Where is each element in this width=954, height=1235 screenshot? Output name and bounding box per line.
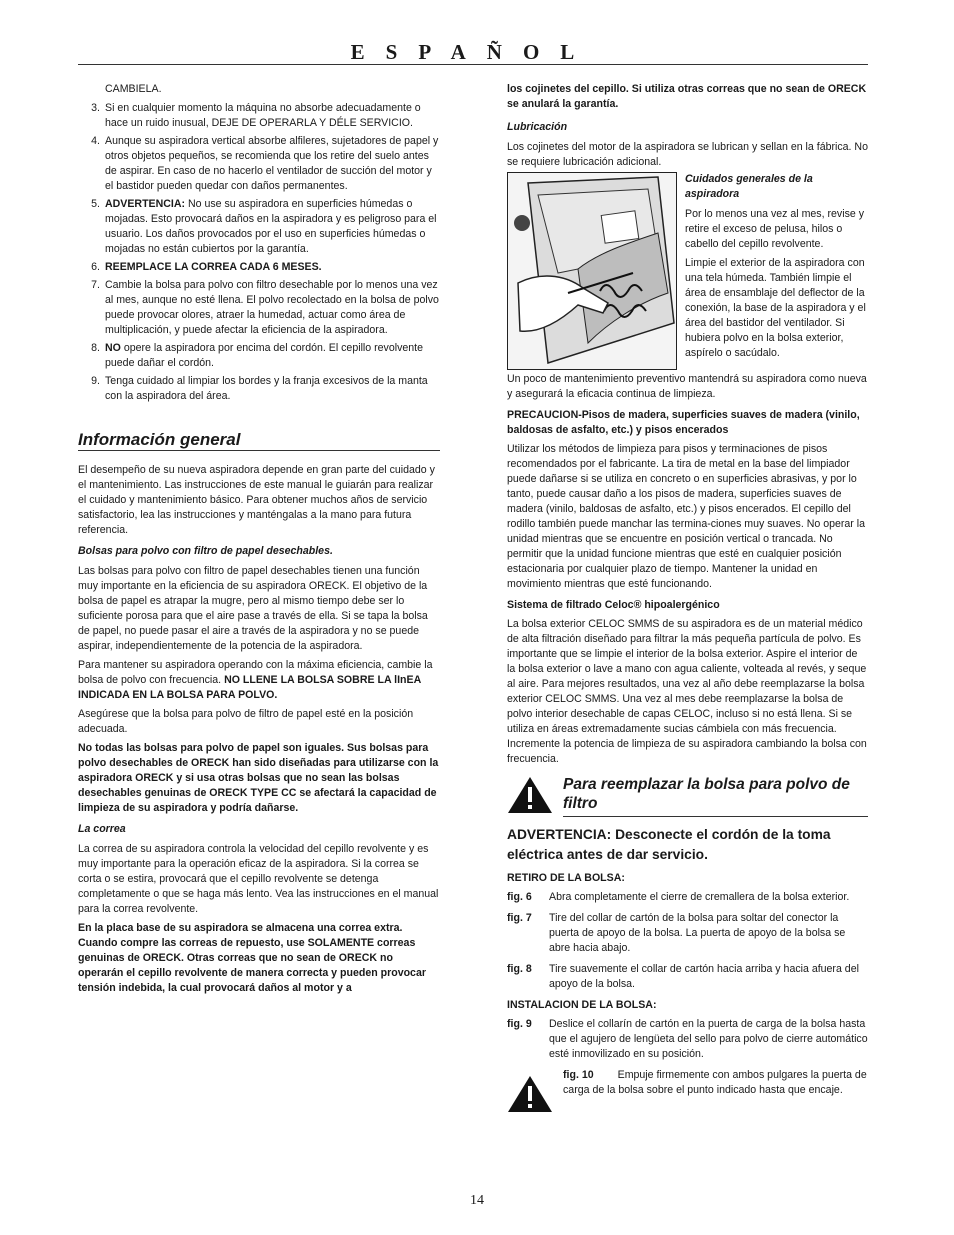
fig-instruction: fig. 7 Tire del collar de cartón de la bolsa para soltar del conector la puerta de apoyo de la bolsa. La puerta de apoyo de la bolsa se abre hacia abajo.	[507, 912, 846, 954]
cuidados-paragraph: Un poco de mantenimiento preventivo mantendrá su aspiradora como nueva y asegurará la eficacia continua de limpieza.	[507, 373, 867, 400]
page-number: 14	[470, 1193, 484, 1208]
fig-instruction: fig. 8 Tire suavemente el collar de cartón hacia arriba y hacia afuera del apoyo de la bolsa.	[507, 963, 859, 990]
celoc-paragraph: La bolsa exterior CELOC SMMS de su aspiradora es de un material médico de alta filtración diseñado para filtrar la más pequeña partícula de polvo. Es importante que se limpie el interior de la bolsa exterior. Aspire el interior de la bolsa exterior o lave a mano con agua caliente, volteada al revés, y seque al aire. Para mejores resultados, una vez al año debe reemplazarse la bolsa exterior CELOC SMMS. Una vez al mes debe reemplazarse la bolsa de polvo interior desechable de capas CELOC, incluso si no está llena. Si se utiliza en áreas extremadamente sucias cámbiela con más frecuencia. Incremente la potencia de limpieza de su aspiradora cambiando la bolsa con frecuencia.	[507, 618, 867, 765]
page-header: ESPAÑOL	[350, 40, 596, 64]
bolsas-paragraph: Asegúrese que la bolsa para polvo de filtro de papel esté en la posición adecuada.	[78, 708, 414, 735]
header-rule	[78, 64, 868, 65]
cuidados-paragraph: Por lo menos una vez al mes, revise y retire el exceso de pelusa, hilos o cabello del cepillo revolvente.	[685, 208, 864, 250]
fig-instruction: fig. 9 Deslice el collarín de cartón en la puerta de carga de la bolsa hasta que el agujero de lengüeta del sello para polvo de cierre automático esté inmovilizado en su posición.	[507, 1018, 868, 1060]
subheading-cuidados: Cuidados generales de la aspiradora	[685, 173, 813, 200]
subheading-bolsas: Bolsas para polvo con filtro de papel desechables.	[78, 545, 333, 557]
reemplazar-header	[507, 775, 868, 817]
instalacion-heading: INSTALACION DE LA BOLSA:	[507, 999, 657, 1011]
left-column	[78, 82, 440, 1000]
safety-list	[78, 101, 440, 404]
list-item: 7. Cambie la bolsa para polvo con filtro desechable por lo menos una vez al mes, aunque no esté llena. El polvo recolectado en la bolsa de polvo puede provocar olores, atraer la humedad, actuar como área de multiplicación, y puede afectar la eficiencia de la aspiradora.	[91, 279, 439, 336]
advertencia-heading: ADVERTENCIA: Desconecte el cordón de la toma eléctrica antes de dar servicio.	[507, 827, 831, 862]
bolsas-warning: No todas las bolsas para polvo de papel son iguales. Sus bolsas para polvo desechables de ORECK han sido diseñadas para utilizarse con la aspiradora ORECK y si usa otras bolsas que no sean las bolsas desechables genuinas de ORECK TYPE CC se afectará la capacidad de limpieza de su aspiradora y podría dañarse.	[78, 742, 439, 814]
correa-warning: En la placa base de su aspiradora se almacena una correa extra. Cuando compre las correas de repuesto, use SOLAMENTE correas genuinas de ORECK. Otras correas que no sean de ORECK no operarán el cepillo revolvente de manera correcta y pueden provocar tensión indebida, la cual provocará daños al motor y a	[78, 922, 426, 994]
celoc-heading: Sistema de filtrado Celoc® hipoalergénico	[507, 599, 720, 611]
info-paragraph: El desempeño de su nueva aspiradora depende en gran parte del cuidado y el mantenimiento. Las instrucciones de este manual le guiarán para realizar el cuidado y mantenimiento básico. Para obtener muchos años de servicio satisfactorio, lea las instrucciones y manténgalas a la mano para futura referencia.	[78, 464, 435, 536]
list-item: 6. REEMPLACE LA CORREA CADA 6 MESES.	[91, 261, 322, 273]
list-item: 4. Aunque su aspiradora vertical absorbe alfileres, sujetadores de papel y otros objetos pequeños, se recomienda que los retire del suelo antes de aspirar. En caso de no hacerlo el ventilador de succión del motor y el bastidor pueden quedar con daños permanentes.	[91, 135, 439, 192]
section-title-informacion: Información general	[78, 432, 440, 451]
warning-triangle-icon	[507, 775, 553, 815]
retiro-heading: RETIRO DE LA BOLSA:	[507, 872, 625, 884]
continuation-text: CAMBIELA.	[105, 83, 162, 95]
right-column	[507, 82, 868, 1114]
fig-instruction: fig. 6 Abra completamente el cierre de cremallera de la bolsa exterior.	[507, 891, 850, 903]
precaucion-paragraph: Utilizar los métodos de limpieza para pisos y terminaciones de pisos recomendados por el fabricante. La tira de metal en la base del limpiador puede dañarse si se utiliza en concreto o en superficies abrasivas, y por lo tanto, puede causar daño a los pisos de madera, superficies suaves de madera (vinilo, baldosas de asfalto, etc.) y pisos encerados. El cepillo del rodillo también puede manchar las termina-ciones muy suaves. No operar la unidad mientras que se encuentre en posición vertical o trancada. No permitir que la unidad funcione mientras que esté en cualquier posición estacionaria por cualquier plazo de tiempo. Mantener la unidad en movimiento mientras que esté funcionando.	[507, 443, 866, 590]
vacuum-brush-illustration	[507, 172, 677, 370]
continuation-bold: los cojinetes del cepillo. Si utiliza otras correas que no sean de ORECK se anulará la garantía.	[507, 83, 867, 110]
fig-instruction-warning: fig. 10 Empuje firmemente con ambos pulgares la puerta de carga de la bolsa sobre el punto indicado hasta que encaje.	[507, 1068, 868, 1114]
bolsas-paragraph: Para mantener su aspiradora operando con la máxima eficiencia, cambie la bolsa de polvo con frecuencia. NO LLENE LA BOLSA SOBRE LA lInEA INDICADA EN LA BOLSA PARA POLVO.	[78, 659, 433, 701]
precaucion-heading: PRECAUCION-Pisos de madera, superficies suaves de madera (vinilo, baldosas de asfalto, etc.) y pisos encerados	[507, 409, 860, 436]
list-item: 8. NO opere la aspiradora por encima del cordón. El cepillo revolvente puede dañar el cordón.	[91, 342, 423, 369]
warning-triangle-icon	[507, 1074, 553, 1114]
bolsas-paragraph: Las bolsas para polvo con filtro de papel desechables tienen una función muy importante en la eficiencia de su aspiradora ORECK. El objetivo de la bolsa de papel es atrapar la mugre, pero al mismo tiempo debe ser lo suficiente porosa para que el aire pase a través de ella. Si se tapa la bolsa de papel, no puede pasar el aire a través de la aspiradora y no se puede aspirar, independientemente de la potencia de la aspiradora.	[78, 565, 428, 652]
cuidados-paragraph: Limpie el exterior de la aspiradora con una tela húmeda. También limpie el área de ensamblaje del deflector de la conexión, la base de la aspiradora y el área del bastidor del ventilador. Si hubiera polvo en la bolsa exterior, aspírelo o sacúdalo.	[685, 257, 866, 359]
subheading-correa: La correa	[78, 823, 126, 835]
list-item: 9. Tenga cuidado al limpiar los bordes y la franja excesivos de la manta con la aspiradora del área.	[91, 375, 428, 402]
correa-paragraph: La correa de su aspiradora controla la velocidad del cepillo revolvente y es muy importante para la operación eficaz de la aspiradora. Si la correa se corta o se estira, provocará que el cepillo revolvente se detenga completamente o que se haga más lento. Vea las instrucciones en el manual para la correa revolvente.	[78, 843, 439, 915]
list-item: 5. ADVERTENCIA: No use su aspiradora en superficies húmedas o mojadas. Esto provocará daños en la aspiradora y es peligroso para el usuario. Los daños provocados por el uso en superficies húmedas o mojadas no están cubiertos por la garantía.	[91, 198, 437, 255]
subheading-lubricacion: Lubricación	[507, 121, 568, 133]
section-title-reemplazar: Para reemplazar la bolsa para polvo de filtro	[563, 775, 868, 817]
list-item: 3. Si en cualquier momento la máquina no absorbe adecuadamente o hace un ruido inusual, DEJE DE OPERARLA Y DÉLE SERVICIO.	[91, 102, 421, 129]
lubricacion-paragraph: Los cojinetes del motor de la aspiradora se lubrican y sellan en la fábrica. No se requiere lubricación adicional.	[507, 141, 868, 168]
